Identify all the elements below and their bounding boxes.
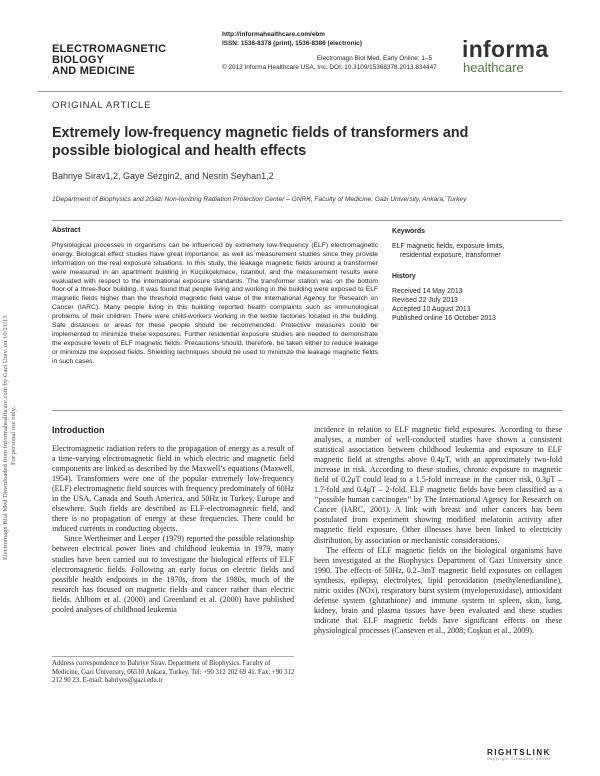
keywords-heading: Keywords — [392, 228, 425, 235]
correspondence-footnote: Address correspondence to Bahriye Sirav, Department of Biophysics, Faculty of Medicine, Gazi University, 06510 Ankara, Turkey. Tel: +90 312 202 69 41. Fax: +90 312 212 90 23. E-mail: bahriyes@gazi.edu.tr — [52, 660, 295, 684]
journal-name-line1: ELECTROMAGNETIC — [52, 43, 167, 55]
publisher-name: informa — [462, 36, 549, 62]
body-column-right — [314, 425, 562, 636]
keywords-line1: ELF magnetic fields, exposure limits, — [392, 243, 505, 250]
keywords-line2: residential exposure, transformer — [400, 252, 501, 259]
rightslink-tagline: Copyright Clearance Center — [487, 757, 552, 761]
footnote-divider — [52, 656, 294, 657]
affiliation-divider — [52, 220, 562, 221]
header-meta — [222, 30, 437, 72]
history-received: Received 14 May 2013 — [392, 288, 463, 295]
intro-paragraph-2: Since Wertheimer and Leeper (1979) reported the possible relationship between electrical power lines and childhood leukemia in 1979, many studies have been carried out to investigate the biological effects of ELF electromagnetic fields. Following an early focus on electric fields and possible health endpoints in the 1970s, from the 1980s, much of the research has focused on magnetic fields and cancer rather than electric fields. Ahlbom et al. (2000) and Greenland et al. (2000) have published pooled analyses of childhood leukemia — [52, 534, 294, 614]
intro-paragraph-4: The effects of ELF magnetic fields on the biological organisms have been investigated at the Biophysics Department of Gazi University since 1990. The effects of 50Hz, 0.2–3mT magnetic field exposures on collagen synthesis, epilepsy, electrolytes, lipid peroxidation (methylenedianiline), nitric oxides (NOx), respiratory burst system (myeloperoxidase), antioxidant defense system (glutathione) and immune system in spleen, skin, lung, kidney, brain and plasma tissues have been evaluated and these studies indicate that ELF magnetic fields have significant effects on these physiological processes (Canseven et al., 2008; Coşkun et al., 2009). — [314, 545, 562, 635]
article-affiliations: 1Department of Biophysics and 2Gazi Non-Ionizing Radiation Protection Center – GNRK, Faculty of Medicine, Gazi University, Ankara, Turkey — [52, 196, 467, 203]
abstract-heading: Abstract — [52, 227, 81, 234]
keywords-section — [392, 227, 562, 260]
rightslink-logo[interactable] — [487, 748, 551, 761]
journal-copyright: © 2013 Informa Healthcare USA, Inc. DOI: 10.3109/15368378.2013.834447 — [222, 64, 437, 71]
article-authors: Bahriye Sirav1,2, Gaye Sezgin2, and Nesrin Seyhan1,2 — [52, 171, 274, 181]
header-divider — [38, 91, 562, 92]
body-column-left — [52, 444, 294, 615]
journal-issn: ISSN: 1536-8378 (print), 1536-8386 (electronic) — [222, 40, 362, 47]
abstract-divider — [52, 410, 562, 411]
history-heading: History — [392, 273, 416, 280]
side-note-line1: Electromagn Biol Med Downloaded from informahealthcare.com by Gazi Univ. on 10/21/13 — [2, 315, 9, 560]
history-accepted: Accepted 10 August 2013 — [392, 306, 471, 313]
journal-name — [52, 44, 166, 77]
side-note-line2: For personal use only. — [10, 406, 17, 465]
history-section — [392, 272, 562, 323]
rightslink-wordmark: RIGHTSLINK — [487, 748, 551, 757]
intro-paragraph-3: incidence in relation to ELF magnetic field exposures. According to these analyses, a number of well-conducted studies have shown a consistent statistical association between childhood leukemia and exposure to ELF magnetic field at strengths above 0.4μT, with an approximately two-fold increase in risk. According to these studies, chronic exposure to magnetic field of 0.2μT could lead to a 1.5-fold increase in the cancer risk, 0.3μT – 1.7-fold and 0.4μT – 2-fold. ELF magnetic fields have been classified as a ‘‘possible human carcinogen’’ by The International Agency for Research on Cancer (IARC, 2001). A link with breast and other cancers has been postulated from experiment showing modified melatonin activity after magnetic field exposure. Other illnesses have been linked to electricity distribution, by association or mechanistic considerations. — [314, 425, 562, 545]
journal-url[interactable]: http://informahealthcare.com/ebm — [222, 31, 325, 38]
introduction-heading: Introduction — [52, 425, 105, 435]
history-published: Published online 16 October 2013 — [392, 315, 496, 322]
publisher-logo — [462, 38, 548, 75]
history-revised: Revised 22 July 2013 — [392, 297, 458, 304]
abstract-text: Physiological processes in organisms can be influenced by extremely low-frequency (ELF) electromagnetic energy. Biological effect studies have great importance; as well as measurement studies since they provide information on the real exposure situations. In this study, the leakage magnetic fields around a transformer were measured in an apartment building in Küçükçekmece, Istanbul, and the measurement results were evaluated with respect to the international exposure standards. The transformer station was on the bottom floor of a three-floor building. It was found that people living and working in the building were exposed to ELF magnetic fields higher than the threshold magnetic field value of the International Agency for Research on Cancer (IARC). Many people living in this building reported health complaints such as immunological problems of their children. There were child-workers working in the textile factories located in the building. Safe distances or areas for these people should be recommended. Protective measures could be implemented to minimize these exposures. Further residential exposure studies are needed to demonstrate the exposure levels of ELF magnetic fields. Precautions should, therefore, be taken either to reduce leakage or minimize the exposed fields. Shielding techniques should be used to minimize the leakage magnetic fields in such cases. — [52, 241, 378, 365]
download-side-note — [2, 250, 17, 560]
journal-name-line3: AND MEDICINE — [52, 65, 136, 77]
publisher-sub: healthcare — [463, 60, 524, 75]
article-title: Extremely low-frequency magnetic fields of transformers and possible biological and health effects — [52, 125, 469, 159]
article-type: ORIGINAL ARTICLE — [52, 100, 152, 111]
journal-name-line2: BIOLOGY — [52, 54, 105, 66]
journal-citation: Electromagn Biol Med, Early Online: 1–5 — [316, 55, 432, 62]
intro-paragraph-1: Electromagnetic radiation refers to the propagation of energy as a result of a time-varying electromagnetic field in which electric and magnetic field components are linked as described by the Maxwell’s equations (Maxwell, 1954). Transformers were one of the popular extremely low-frequency (ELF) electromagnetic field sources with frequency predominately of 60Hz in the USA, Canada and South America, and 50Hz in Turkey, Europe and elsewhere. Such fields are described as ELF-electromagnetic field, and there is no propagation of energy at these frequencies. There could be induced currents in conducting objects. — [52, 444, 294, 534]
abstract-section — [52, 227, 378, 367]
